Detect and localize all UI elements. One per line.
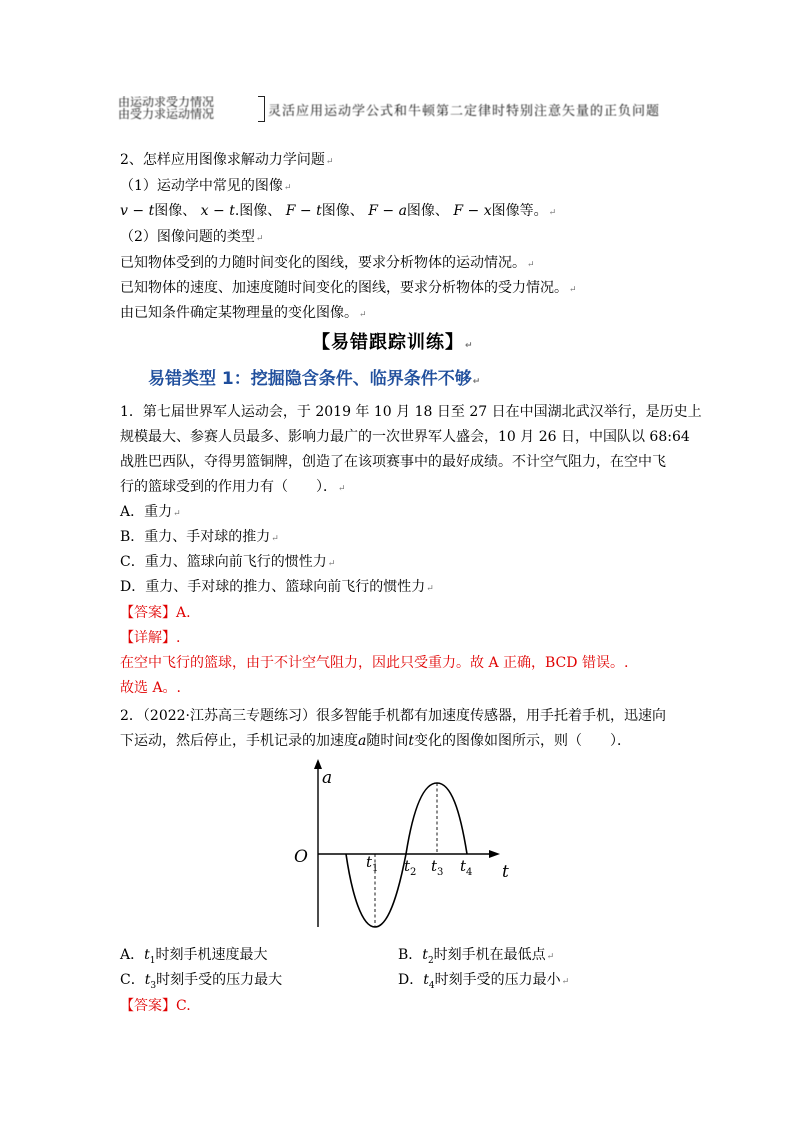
t4-label: $t_4$ bbox=[460, 857, 473, 878]
q2-option-d: D．$t_4$时刻手受的压力最小↵ bbox=[398, 972, 570, 991]
q1-option-b: B．重力、手对球的推力↵ bbox=[120, 529, 279, 545]
q2-option-b: B．$t_2$时刻手机在最低点↵ bbox=[398, 947, 555, 966]
top-cropped-strip bbox=[118, 96, 758, 122]
training-heading: 【易错跟踪训练】↵ bbox=[312, 332, 474, 353]
error-type-heading: 易错类型 1：挖掘隐含条件、临界条件不够↵ bbox=[148, 369, 481, 389]
q2-answer: 【答案】C. bbox=[120, 998, 191, 1014]
strip-brace bbox=[258, 96, 265, 122]
type1-text: 已知物体受到的力随时间变化的图线，要求分析物体的运动情况。↵ bbox=[120, 255, 535, 271]
q1-conclusion: 故选 A。. bbox=[120, 680, 182, 696]
section2-sub1: （1）运动学中常见的图像↵ bbox=[120, 178, 292, 194]
graph-list-line: v − t图像、 x − t.图像、 F − t图像、 F − a图像、 F − x图像等。↵ bbox=[120, 203, 557, 219]
strip-right-text: 灵活应用运动学公式和牛顿第二定律时特别注意矢量的正负问题 bbox=[268, 104, 661, 119]
q1-answer: 【答案】A. bbox=[120, 605, 191, 621]
strip-left-box bbox=[118, 96, 214, 120]
section2-title: 2、怎样应用图像求解动力学问题↵ bbox=[120, 152, 334, 168]
q1-line3: 战胜巴西队，夺得男篮铜牌，创造了在该项赛事中的最好成绩。不计空气阻力，在空中飞 bbox=[120, 454, 666, 470]
q2-line2: 下运动，然后停止，手机记录的加速度a随时间t变化的图像如图所示，则（ ）． bbox=[120, 733, 631, 749]
origin-label: O bbox=[294, 847, 308, 867]
q1-option-d: D．重力、手对球的推力、篮球向前飞行的惯性力↵ bbox=[120, 579, 434, 595]
x-axis-arrow bbox=[489, 850, 500, 858]
q2-option-c: C．$t_3$时刻手受的压力最大 bbox=[120, 972, 283, 991]
q1-detail-label: 【详解】. bbox=[120, 630, 181, 646]
t3-label: $t_3$ bbox=[431, 857, 444, 878]
type2-text: 已知物体的速度、加速度随时间变化的图线，要求分析物体的受力情况。↵ bbox=[120, 280, 577, 296]
type3-text: 由已知条件确定某物理量的变化图像。↵ bbox=[120, 305, 367, 321]
q1-line4: 行的篮球受到的作用力有（ ）．↵ bbox=[120, 479, 346, 495]
q1-detail: 在空中飞行的篮球，由于不计空气阻力，因此只受重力。故 A 正确，BCD 错误。. bbox=[120, 655, 629, 671]
strip-left-line2: 由受力求运动情况 bbox=[118, 107, 215, 121]
t2-label: $t_2$ bbox=[404, 857, 417, 878]
strip-left-line1: 由运动求受力情况 bbox=[118, 96, 215, 109]
q2-option-a: A．$t_1$时刻手机速度最大 bbox=[120, 947, 268, 966]
section2-sub2: （2）图像问题的类型↵ bbox=[120, 229, 264, 245]
acceleration-time-graph bbox=[280, 755, 520, 935]
q2-line1: 2．（2022·江苏高三专题练习）很多智能手机都有加速度传感器，用手托着手机，迅速向 bbox=[120, 708, 666, 724]
q1-line2: 规模最大、参赛人员最多、影响力最广的一次世界军人盛会，10 月 26 日，中国队以 68:64 bbox=[120, 429, 690, 445]
q1-option-c: C．重力、篮球向前飞行的惯性力↵ bbox=[120, 554, 336, 570]
q1-option-a: A．重力↵ bbox=[120, 504, 181, 520]
y-axis-arrow bbox=[314, 759, 322, 769]
x-axis-label: t bbox=[502, 862, 509, 882]
y-axis-label: a bbox=[322, 768, 333, 788]
t1-label: $t_1$ bbox=[366, 853, 379, 874]
q1-line1: 1．第七届世界军人运动会，于 2019 年 10 月 18 日至 27 日在中国湖北武汉举行，是历史上 bbox=[120, 404, 702, 420]
acceleration-curve bbox=[346, 783, 467, 927]
